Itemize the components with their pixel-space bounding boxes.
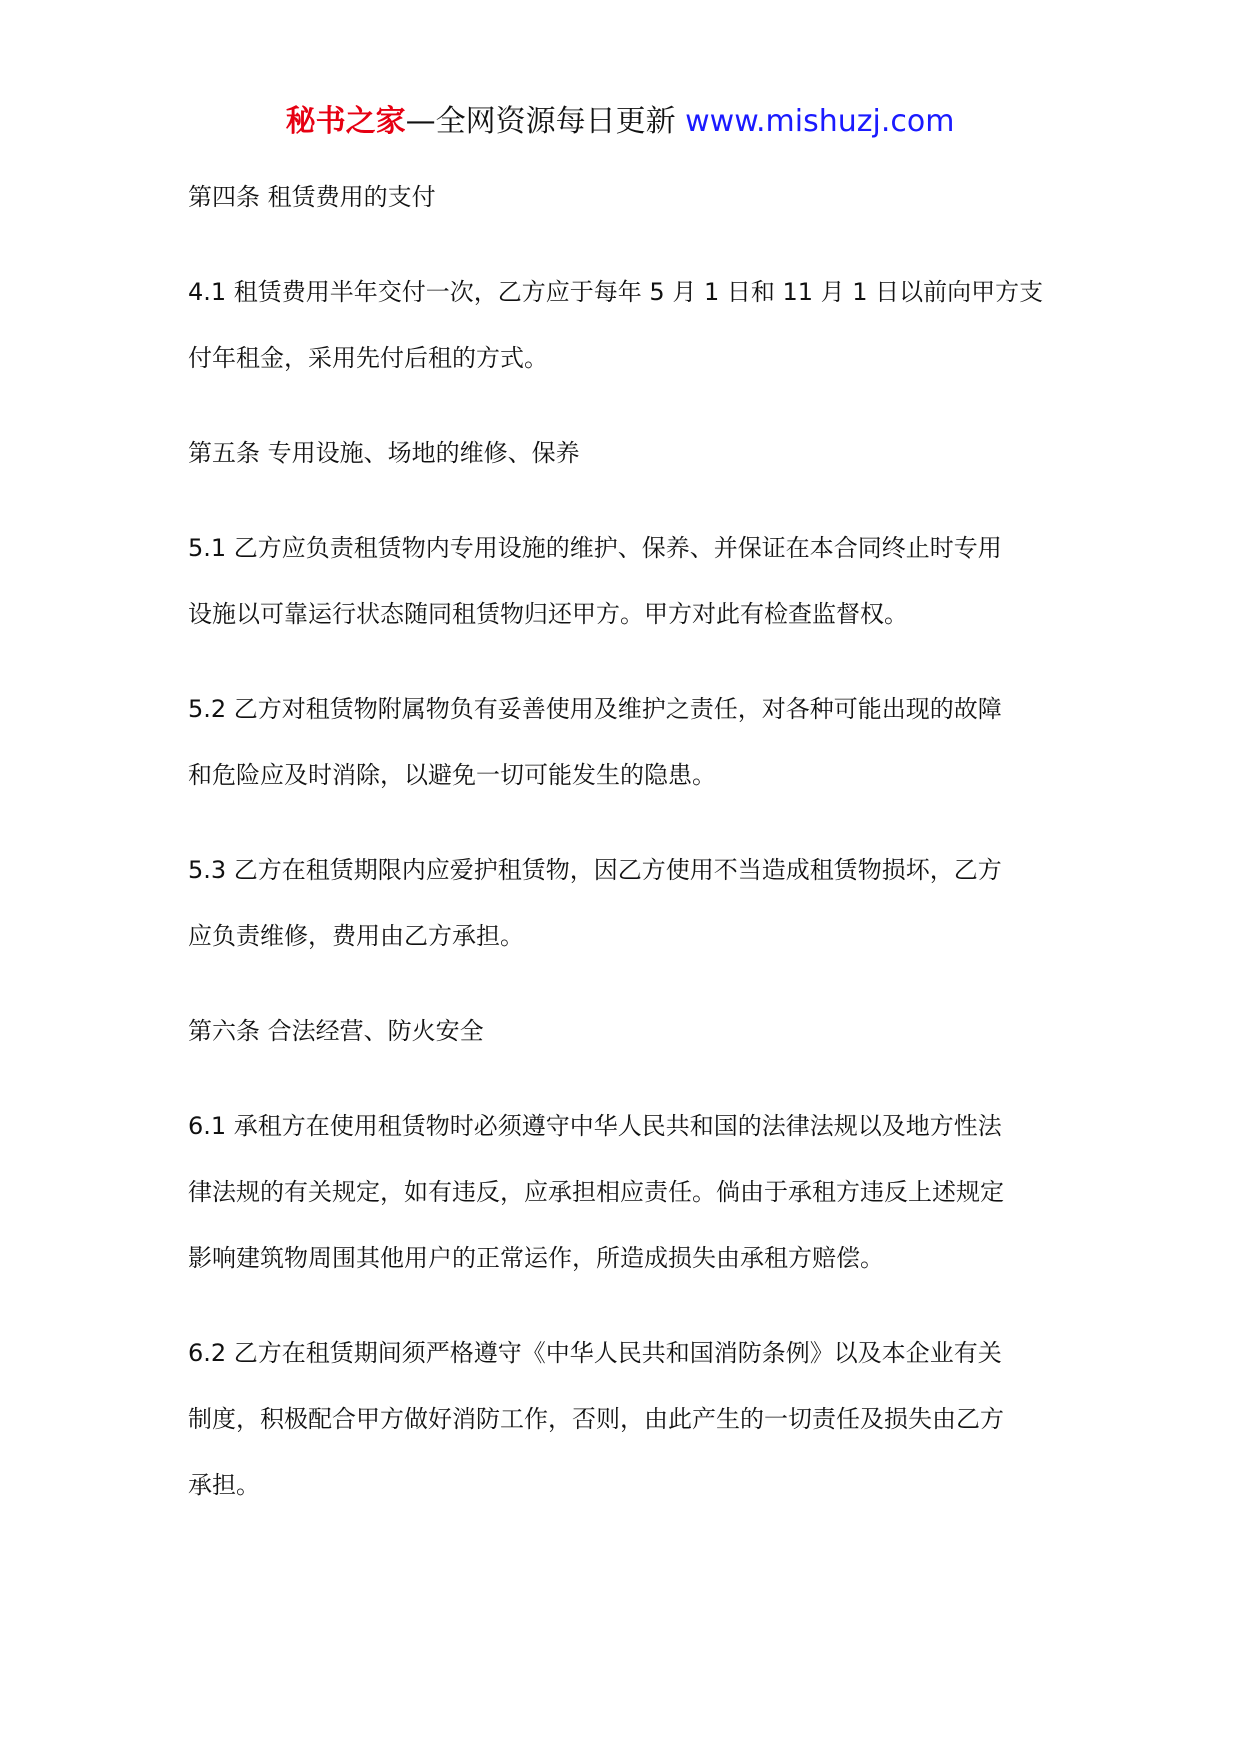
clause-paragraph — [188, 1093, 1068, 1291]
text-line: 5.2 乙方对租赁物附属物负有妥善使用及维护之责任，对各种可能出现的故障 — [188, 695, 1002, 723]
brand-name: 秘书之家 — [285, 104, 406, 139]
section-heading — [188, 998, 1068, 1064]
clause-paragraph — [188, 515, 1068, 647]
text-line: 第五条 专用设施、场地的维修、保养 — [188, 439, 580, 467]
section-heading — [188, 420, 1068, 486]
clause-paragraph — [188, 837, 1068, 969]
text-line: 影响建筑物周围其他用户的正常运作，所造成损失由承租方赔偿。 — [188, 1244, 884, 1272]
text-line: 5.1 乙方应负责租赁物内专用设施的维护、保养、并保证在本合同终止时专用 — [188, 534, 1002, 562]
text-line: 6.1 承租方在使用租赁物时必须遵守中华人民共和国的法律法规以及地方性法 — [188, 1112, 1002, 1140]
text-line: 付年租金，采用先付后租的方式。 — [188, 344, 548, 372]
clause-paragraph — [188, 259, 1068, 391]
text-line: 6.2 乙方在租赁期间须严格遵守《中华人民共和国消防条例》以及本企业有关 — [188, 1339, 1002, 1367]
text-line: 制度，积极配合甲方做好消防工作，否则，由此产生的一切责任及损失由乙方 — [188, 1405, 1004, 1433]
text-line: 第四条 租赁费用的支付 — [188, 183, 436, 211]
text-line: 应负责维修，费用由乙方承担。 — [188, 922, 524, 950]
header-tagline: —全网资源每日更新 — [405, 104, 676, 139]
text-line: 5.3 乙方在租赁期限内应爱护租赁物，因乙方使用不当造成租赁物损坏，乙方 — [188, 856, 1002, 884]
page-header — [0, 100, 1240, 144]
site-url-link[interactable]: www.mishuzj.com — [685, 104, 955, 139]
section-heading — [188, 164, 1068, 230]
text-line: 律法规的有关规定，如有违反，应承担相应责任。倘由于承租方违反上述规定 — [188, 1178, 1004, 1206]
text-line: 4.1 租赁费用半年交付一次，乙方应于每年 5 月 1 日和 11 月 1 日以前向甲方支 — [188, 278, 1044, 306]
clause-paragraph — [188, 676, 1068, 808]
clause-paragraph — [188, 1320, 1068, 1518]
text-line: 和危险应及时消除，以避免一切可能发生的隐患。 — [188, 761, 716, 789]
document-body — [188, 164, 1068, 1547]
text-line: 承担。 — [188, 1471, 260, 1499]
text-line: 第六条 合法经营、防火安全 — [188, 1017, 484, 1045]
text-line: 设施以可靠运行状态随同租赁物归还甲方。甲方对此有检查监督权。 — [188, 600, 908, 628]
